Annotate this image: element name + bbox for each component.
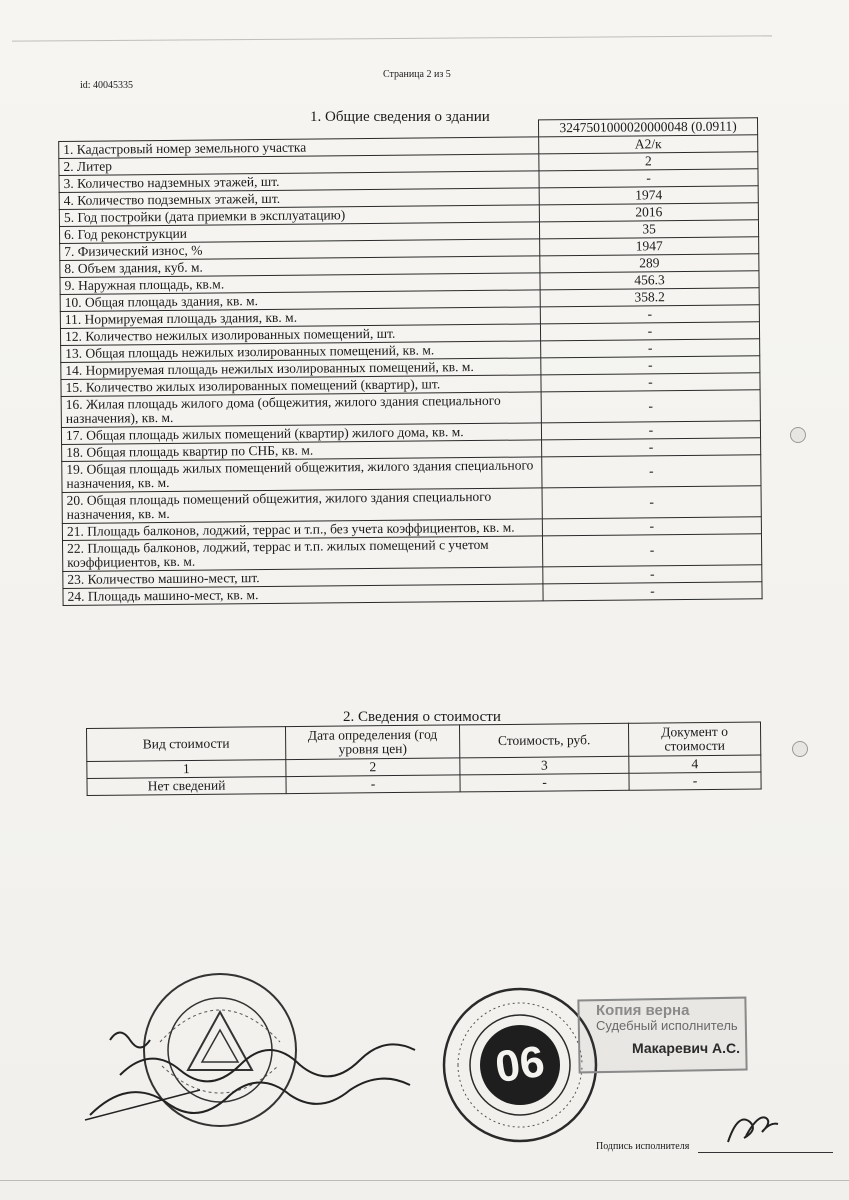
table-cell-value: 35 xyxy=(539,220,758,239)
section1-title: 1. Общие сведения о здании xyxy=(310,109,490,125)
table-cell: - xyxy=(286,775,460,794)
table-cell-value: - xyxy=(542,486,761,519)
table-cell: 1 xyxy=(87,760,286,779)
table-cell-label: 21. Площадь балконов, лоджий, террас и т.п., без учета коэффициентов, кв. м. xyxy=(62,519,542,541)
table-cell-value: 2 xyxy=(539,152,758,171)
table-cell-label: 12. Количество нежилых изолированных помещений, шт. xyxy=(60,324,540,346)
table-cell-label: 18. Общая площадь квартир по СНБ, кв. м. xyxy=(62,440,542,462)
table-cell-label: 4. Количество подземных этажей, шт. xyxy=(59,188,539,210)
table-cell-label: 5. Год постройки (дата приемки в эксплуатацию) xyxy=(59,205,539,227)
building-info-table xyxy=(58,117,763,606)
table-cell-value: - xyxy=(542,534,761,567)
table-cell: 2 xyxy=(286,758,460,777)
table-cell: - xyxy=(460,773,629,792)
copy-certified-label: Копия верна xyxy=(596,1002,690,1019)
table-cell-label: 3. Количество надземных этажей, шт. xyxy=(59,171,539,193)
table-cell-value: - xyxy=(543,582,762,601)
table-cell-value: 1947 xyxy=(540,237,759,256)
table-cell-value: - xyxy=(542,517,761,536)
table-cell-label: 8. Объем здания, куб. м. xyxy=(60,256,540,278)
table-header-cell: Вид стоимости xyxy=(87,727,286,762)
scan-edge-line xyxy=(12,35,772,41)
table-cell-value: - xyxy=(539,169,758,188)
table-cell-label: 22. Площадь балконов, лоджий, террас и т.п. жилых помещений с учетом коэффициентов, кв. м. xyxy=(62,536,542,572)
cost-info-table xyxy=(86,722,762,796)
table-cell-value: - xyxy=(542,455,761,488)
table-cell-value: - xyxy=(541,390,760,423)
table-cell-label: 15. Количество жилых изолированных помещений (квартир), шт. xyxy=(61,375,541,397)
table-header-cell: Дата определения (год уровня цен) xyxy=(285,725,459,760)
table-cell-label: 16. Жилая площадь жилого дома (общежития, жилого здания специального назначения), кв. м. xyxy=(61,392,541,428)
table-cell-label: 17. Общая площадь жилых помещений (квартир) жилого дома, кв. м. xyxy=(61,423,541,445)
table-cell-value: 456.3 xyxy=(540,271,759,290)
table-cell-label: 9. Наружная площадь, кв.м. xyxy=(60,273,540,295)
table-cell-label: 24. Площадь машино-мест, кв. м. xyxy=(63,584,543,606)
table-cell-label: 11. Нормируемая площадь здания, кв. м. xyxy=(60,307,540,329)
table-cell: - xyxy=(629,772,761,790)
executor-name: Макаревич А.С. xyxy=(632,1040,740,1056)
table-cell-value: - xyxy=(540,322,759,341)
table-cell-label: 14. Нормируемая площадь нежилых изолированных помещений, кв. м. xyxy=(61,358,541,380)
executor-signature-icon xyxy=(722,1104,782,1149)
section2-title: 2. Сведения о стоимости xyxy=(343,709,501,725)
stamp-number: 06 xyxy=(492,1036,548,1093)
table-cell-label: 19. Общая площадь жилых помещений общежития, жилого здания специального назначения, кв. м. xyxy=(62,457,542,493)
table-cell-value: - xyxy=(541,356,760,375)
table-cell-label: 6. Год реконструкции xyxy=(59,222,539,244)
table-cell: 3 xyxy=(460,756,629,775)
table-cell-value: 3247501000020000048 (0.0911) xyxy=(538,118,757,137)
table-cell-value: - xyxy=(543,565,762,584)
table-cell-value: 1974 xyxy=(539,186,758,205)
table-cell-label: 20. Общая площадь помещений общежития, жилого здания специального назначения, кв. м. xyxy=(62,488,542,524)
punch-hole xyxy=(790,427,806,443)
scan-edge-line xyxy=(0,1180,849,1181)
page-number: Страница 2 из 5 xyxy=(383,69,451,80)
table-cell-label: 10. Общая площадь здания, кв. м. xyxy=(60,290,540,312)
table-cell-label: 1. Кадастровый номер земельного участка xyxy=(59,137,539,159)
table-cell-value: - xyxy=(541,339,760,358)
punch-hole xyxy=(792,741,808,757)
handwritten-signature-icon xyxy=(80,1020,460,1130)
table-cell-value: 2016 xyxy=(539,203,758,222)
table-cell: 4 xyxy=(629,755,761,773)
table-cell-value: - xyxy=(542,438,761,457)
table-header-cell: Документ о стоимости xyxy=(628,722,760,756)
table-cell-value: 289 xyxy=(540,254,759,273)
document-id: id: 40045335 xyxy=(80,80,134,91)
table-cell-value: А2/к xyxy=(539,135,758,154)
table-cell-value: - xyxy=(540,305,759,324)
table-cell-value: - xyxy=(541,373,760,392)
table-cell-label: 2. Литер xyxy=(59,154,539,176)
table-cell-value: - xyxy=(541,421,760,440)
signature-caption: Подпись исполнителя xyxy=(596,1141,690,1152)
table-cell: Нет сведений xyxy=(87,777,286,796)
signature-line xyxy=(698,1152,833,1153)
executor-title: Судебный исполнитель xyxy=(596,1018,738,1033)
table-header-cell: Стоимость, руб. xyxy=(459,723,628,758)
table-cell-value: 358.2 xyxy=(540,288,759,307)
table-cell-label: 13. Общая площадь нежилых изолированных помещений, кв. м. xyxy=(61,341,541,363)
table-cell-label: 7. Физический износ, % xyxy=(60,239,540,261)
table-cell-label: 23. Количество машино-мест, шт. xyxy=(63,567,543,589)
